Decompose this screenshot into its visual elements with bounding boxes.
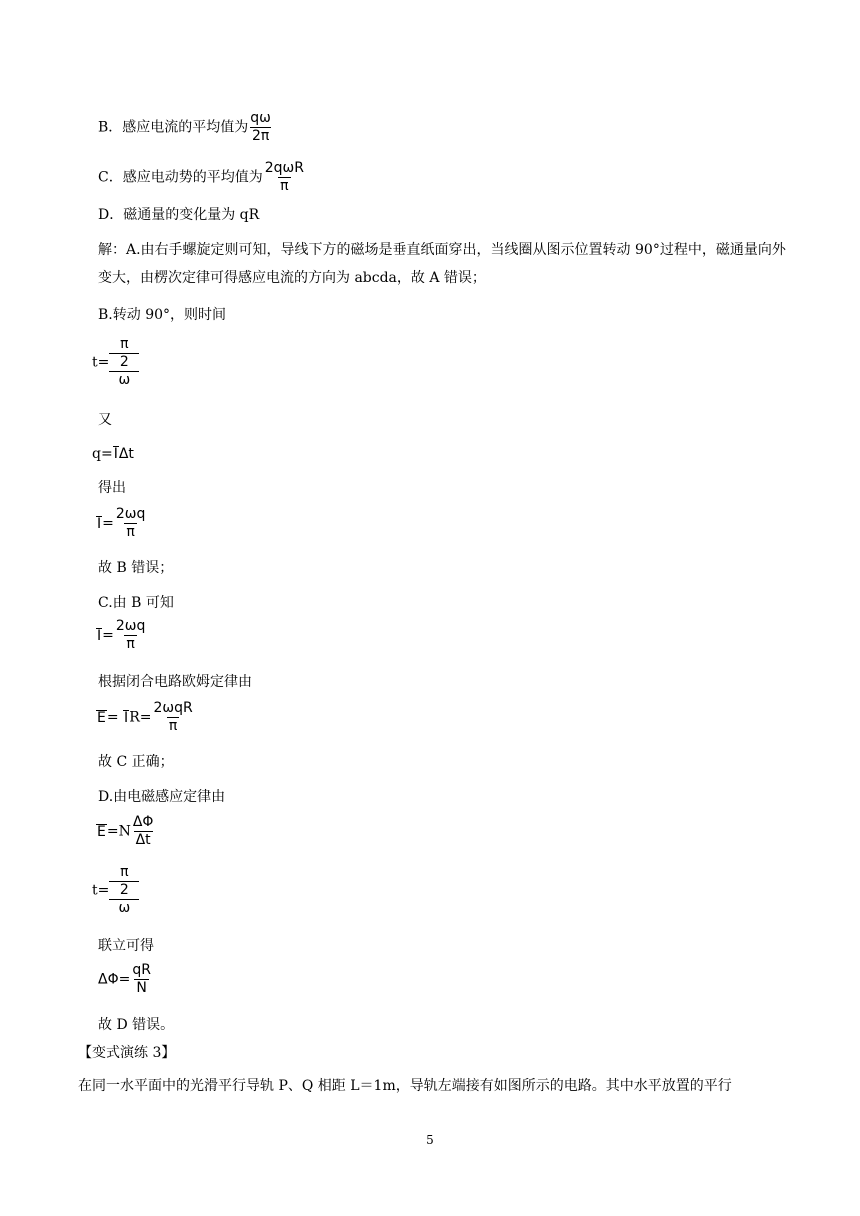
fraction: $\frac{\text{2qωR}}{\pi}$ [264,160,304,194]
text-c-intro: C.由 B 可知 [98,595,174,611]
text-dechu: 得出 [98,480,126,496]
fraction: $\frac{q\omega}{2\pi}$ [250,110,271,144]
text-ohm: 根据闭合电路欧姆定律由 [98,674,252,690]
solution-a: 解：A.由右手螺旋定则可知，导线下方的磁场是垂直纸面穿出，当线圈从图示位置转动 90°过程中，磁通量向外变大，由楞次定律可得感应电流的方向为 abcda，故 A 错误； [98,242,786,286]
text-lianli: 联立可得 [98,938,154,954]
variant-title: 【变式演练 3】 [78,1045,176,1061]
text-you: 又 [98,412,112,428]
equation-e-faraday: E=N $\frac{\Delta\Phi}{\Delta t}$ [97,814,154,848]
equation-q: q=IΔt [92,446,134,462]
variant-text: 在同一水平面中的光滑平行导轨 P、Q 相距 L＝1m，导轨左端接有如图所示的电路。其中水平放置的平行 [78,1078,732,1094]
page-number: 5 [426,1133,434,1147]
option-c: C．感应电动势的平均值为 $\frac{\text{2qωR}}{\pi}$ [98,160,304,194]
text-b-wrong: 故 B 错误； [98,560,174,576]
equation-t: t= π 2 ω [92,336,139,389]
equation-e: E= IR= $\frac{\text{2ωqR}}{\pi}$ [97,700,193,734]
equation-i-repeat: I= $\frac{2\omega q}{\pi}$ [97,618,146,652]
solution-b-intro: B.转动 90°，则时间 [98,307,227,323]
option-d: D．磁通量的变化量为 qR [98,207,260,223]
equation-i: I= $\frac{2\omega q}{\pi}$ [97,506,146,540]
text-d-wrong: 故 D 错误。 [98,1017,175,1033]
equation-t-repeat: t= π 2 ω [92,864,139,917]
equation-phi: ΔΦ= $\frac{qR}{N}$ [98,962,151,996]
text-c-right: 故 C 正确； [98,754,174,770]
text-d-intro: D.由电磁感应定律由 [98,789,226,805]
option-b: B．感应电流的平均值为 $\frac{q\omega}{2\pi}$ [98,110,271,144]
